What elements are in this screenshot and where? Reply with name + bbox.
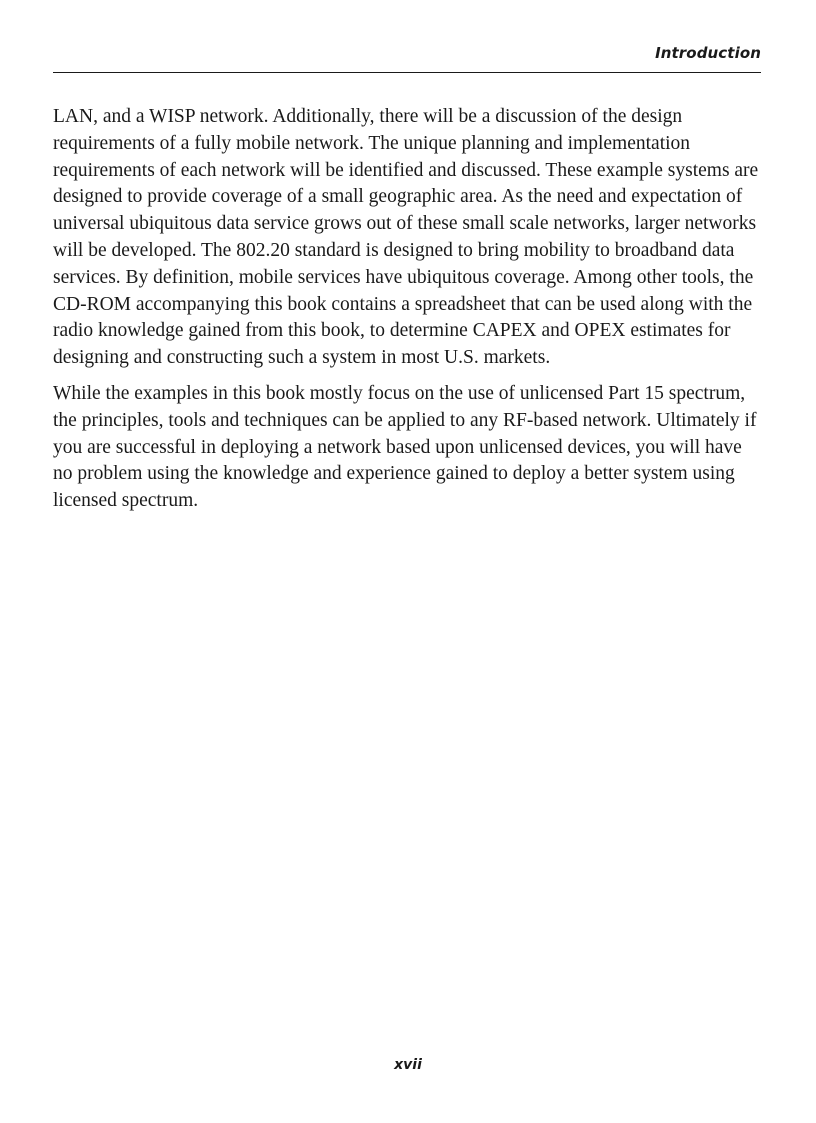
body-text — [53, 104, 765, 524]
page-number: xvii — [394, 1057, 422, 1073]
chapter-title: Introduction — [655, 44, 761, 62]
running-header — [53, 42, 761, 73]
paragraph: While the examples in this book mostly focus on the use of unlicensed Part 15 spectrum, the principles, tools and techniques can be applied to any RF-based network. Ultimately if you are successful in deploying a network based upon unlicensed devices, you will have no problem using the knowledge and experience gained to deploy a better system using licensed spectrum. — [53, 382, 757, 512]
paragraph: LAN, and a WISP network. Additionally, there will be a discussion of the design requirements of a fully mobile network. The unique planning and implementation requirements of each network will be identified and discussed. These example systems are designed to provide coverage of a small geographic area. As the need and expectation of universal ubiquitous data service grows out of these small scale networks, larger networks will be developed. The 802.20 standard is designed to bring mobility to broadband data services. By definition, mobile services have ubiquitous coverage. Among other tools, the CD-ROM accompanying this book contains a spreadsheet that can be used along with the radio knowledge gained from this book, to determine CAPEX and OPEX estimates for designing and constructing such a system in most U.S. markets. — [53, 106, 759, 369]
